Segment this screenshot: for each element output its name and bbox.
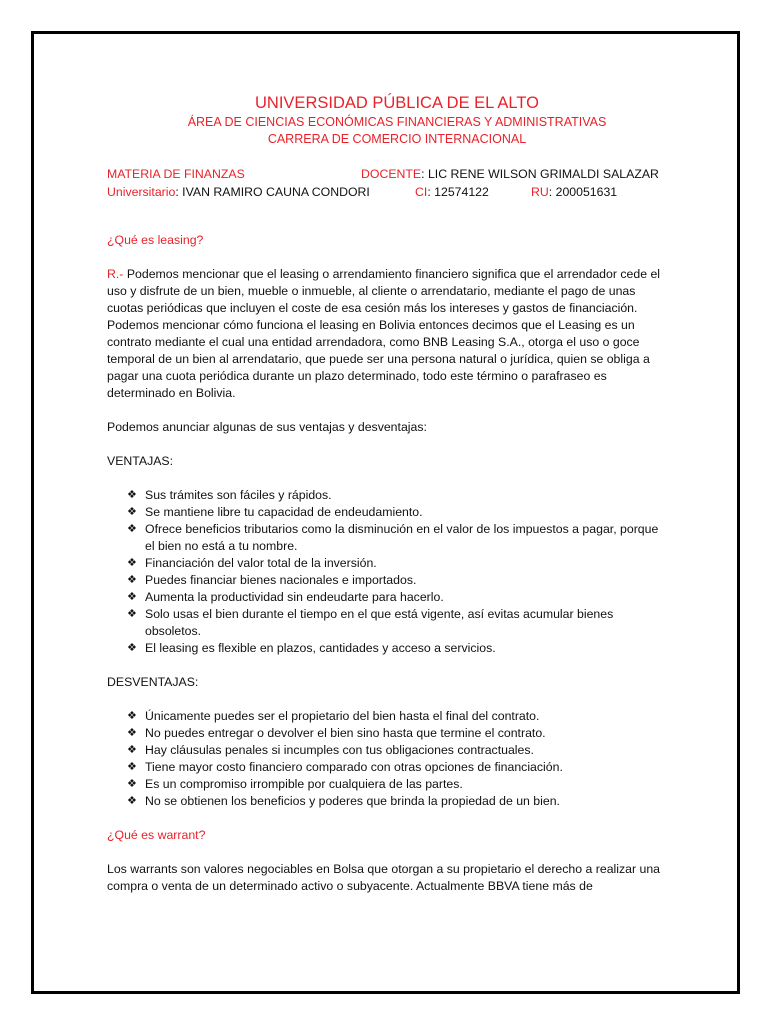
student-label: Universitario [107, 185, 176, 199]
student-value: : IVAN RAMIRO CAUNA CONDORI [175, 185, 370, 199]
list-item [107, 487, 667, 504]
list-item [107, 793, 667, 810]
diamond-bullet-icon: ❖ [127, 710, 137, 722]
intro-paragraph: Podemos anunciar algunas de sus ventajas y desventajas: [107, 420, 427, 434]
list-item [107, 572, 667, 589]
list-item [107, 708, 667, 725]
diamond-bullet-icon: ❖ [127, 744, 137, 756]
teacher-value: : LIC RENE WILSON GRIMALDI SALAZAR [421, 167, 659, 181]
list-item-text: Aumenta la productividad sin endeudarte para hacerlo. [145, 590, 444, 604]
diamond-bullet-icon: ❖ [127, 506, 137, 518]
list-item-text: Sus trámites son fáciles y rápidos. [145, 488, 332, 502]
diamond-bullet-icon: ❖ [127, 778, 137, 790]
list-item-text: Únicamente puedes ser el propietario del bien hasta el final del contrato. [145, 709, 540, 723]
answer-paragraph [107, 266, 667, 402]
list-item [107, 521, 667, 555]
diamond-bullet-icon: ❖ [127, 727, 137, 739]
desventajas-heading: DESVENTAJAS: [107, 675, 199, 689]
question-warrant: ¿Qué es warrant? [107, 828, 206, 842]
ci-field [415, 184, 489, 201]
student-field [107, 184, 370, 201]
student-info [107, 166, 667, 202]
question-leasing: ¿Qué es leasing? [107, 233, 204, 247]
list-item [107, 555, 667, 572]
ci-label: CI [415, 185, 428, 199]
ru-label: RU [531, 185, 549, 199]
subject-row [107, 166, 667, 184]
diamond-bullet-icon: ❖ [127, 608, 137, 620]
warrant-paragraph: Los warrants son valores negociables en Bolsa que otorgan a su propietario el derecho a realizar una compra o venta de un determinado activo o subyacente. Actualmente BBVA tiene más de [107, 862, 661, 893]
answer-prefix: R.- [107, 267, 124, 281]
area-subtitle: ÁREA DE CIENCIAS ECONÓMICAS FINANCIERAS Y ADMINISTRATIVAS [187, 115, 607, 129]
diamond-bullet-icon: ❖ [127, 642, 137, 654]
career-subtitle: CARRERA DE COMERCIO INTERNACIONAL [267, 132, 527, 146]
diamond-bullet-icon: ❖ [127, 574, 137, 586]
subject-label: MATERIA DE FINANZAS [107, 167, 245, 181]
diamond-bullet-icon: ❖ [127, 795, 137, 807]
diamond-bullet-icon: ❖ [127, 591, 137, 603]
list-item-text: Solo usas el bien durante el tiempo en el que está vigente, así evitas acumular bienes obsoletos. [145, 607, 614, 638]
list-item-text: Puedes financiar bienes nacionales e importados. [145, 573, 417, 587]
diamond-bullet-icon: ❖ [127, 523, 137, 535]
list-item-text: Ofrece beneficios tributarios como la disminución en el valor de los impuestos a pagar, porque el bien no está a tu nombre. [145, 522, 659, 553]
list-item [107, 504, 667, 521]
answer-text: Podemos mencionar que el leasing o arrendamiento financiero significa que el arrendador cede el uso y disfrute de un bien, mueble o inmueble, al cliente o arrendatario, mediante el pago de unas cuotas periódicas que incluyen el coste de esa cesión más los intereses y gastos de financiación. Podemos mencionar cómo funciona el leasing en Bolivia entonces decimos que el Leasing es un contrato mediante el cual una entidad arrendadora, como BNB Leasing S.A., otorga el uso o goce temporal de un bien al arrendatario, que puede ser una persona natural o jurídica, quien se obliga a pagar una cuota periódica durante un plazo determinado, todo este término o parafraseo es determinado en Bolivia. [107, 267, 661, 400]
teacher-field [361, 166, 659, 183]
list-item-text: Financiación del valor total de la inversión. [145, 556, 377, 570]
list-item [107, 606, 667, 640]
university-title: UNIVERSIDAD PÚBLICA DE EL ALTO [255, 94, 539, 112]
list-item-text: Hay cláusulas penales si incumples con tus obligaciones contractuales. [145, 743, 534, 757]
ru-value: : 200051631 [548, 185, 618, 199]
document-body [107, 92, 667, 895]
list-item [107, 640, 667, 657]
list-item-text: No puedes entregar o devolver el bien sino hasta que termine el contrato. [145, 726, 546, 740]
list-item-text: Se mantiene libre tu capacidad de endeudamiento. [145, 505, 423, 519]
student-row [107, 184, 667, 202]
diamond-bullet-icon: ❖ [127, 761, 137, 773]
diamond-bullet-icon: ❖ [127, 489, 137, 501]
list-item [107, 725, 667, 742]
diamond-bullet-icon: ❖ [127, 557, 137, 569]
list-item-text: Es un compromiso irrompible por cualquiera de las partes. [145, 777, 463, 791]
ventajas-heading: VENTAJAS: [107, 454, 174, 468]
teacher-label: DOCENTE [361, 167, 422, 181]
list-item [107, 742, 667, 759]
ru-field [531, 184, 617, 201]
ventajas-list [107, 487, 667, 657]
list-item-text: El leasing es flexible en plazos, cantidades y acceso a servicios. [145, 641, 496, 655]
list-item [107, 589, 667, 606]
desventajas-list [107, 708, 667, 810]
list-item [107, 776, 667, 793]
list-item [107, 759, 667, 776]
list-item-text: Tiene mayor costo financiero comparado con otras opciones de financiación. [145, 760, 563, 774]
ci-value: : 12574122 [427, 185, 489, 199]
list-item-text: No se obtienen los beneficios y poderes que brinda la propiedad de un bien. [145, 794, 560, 808]
